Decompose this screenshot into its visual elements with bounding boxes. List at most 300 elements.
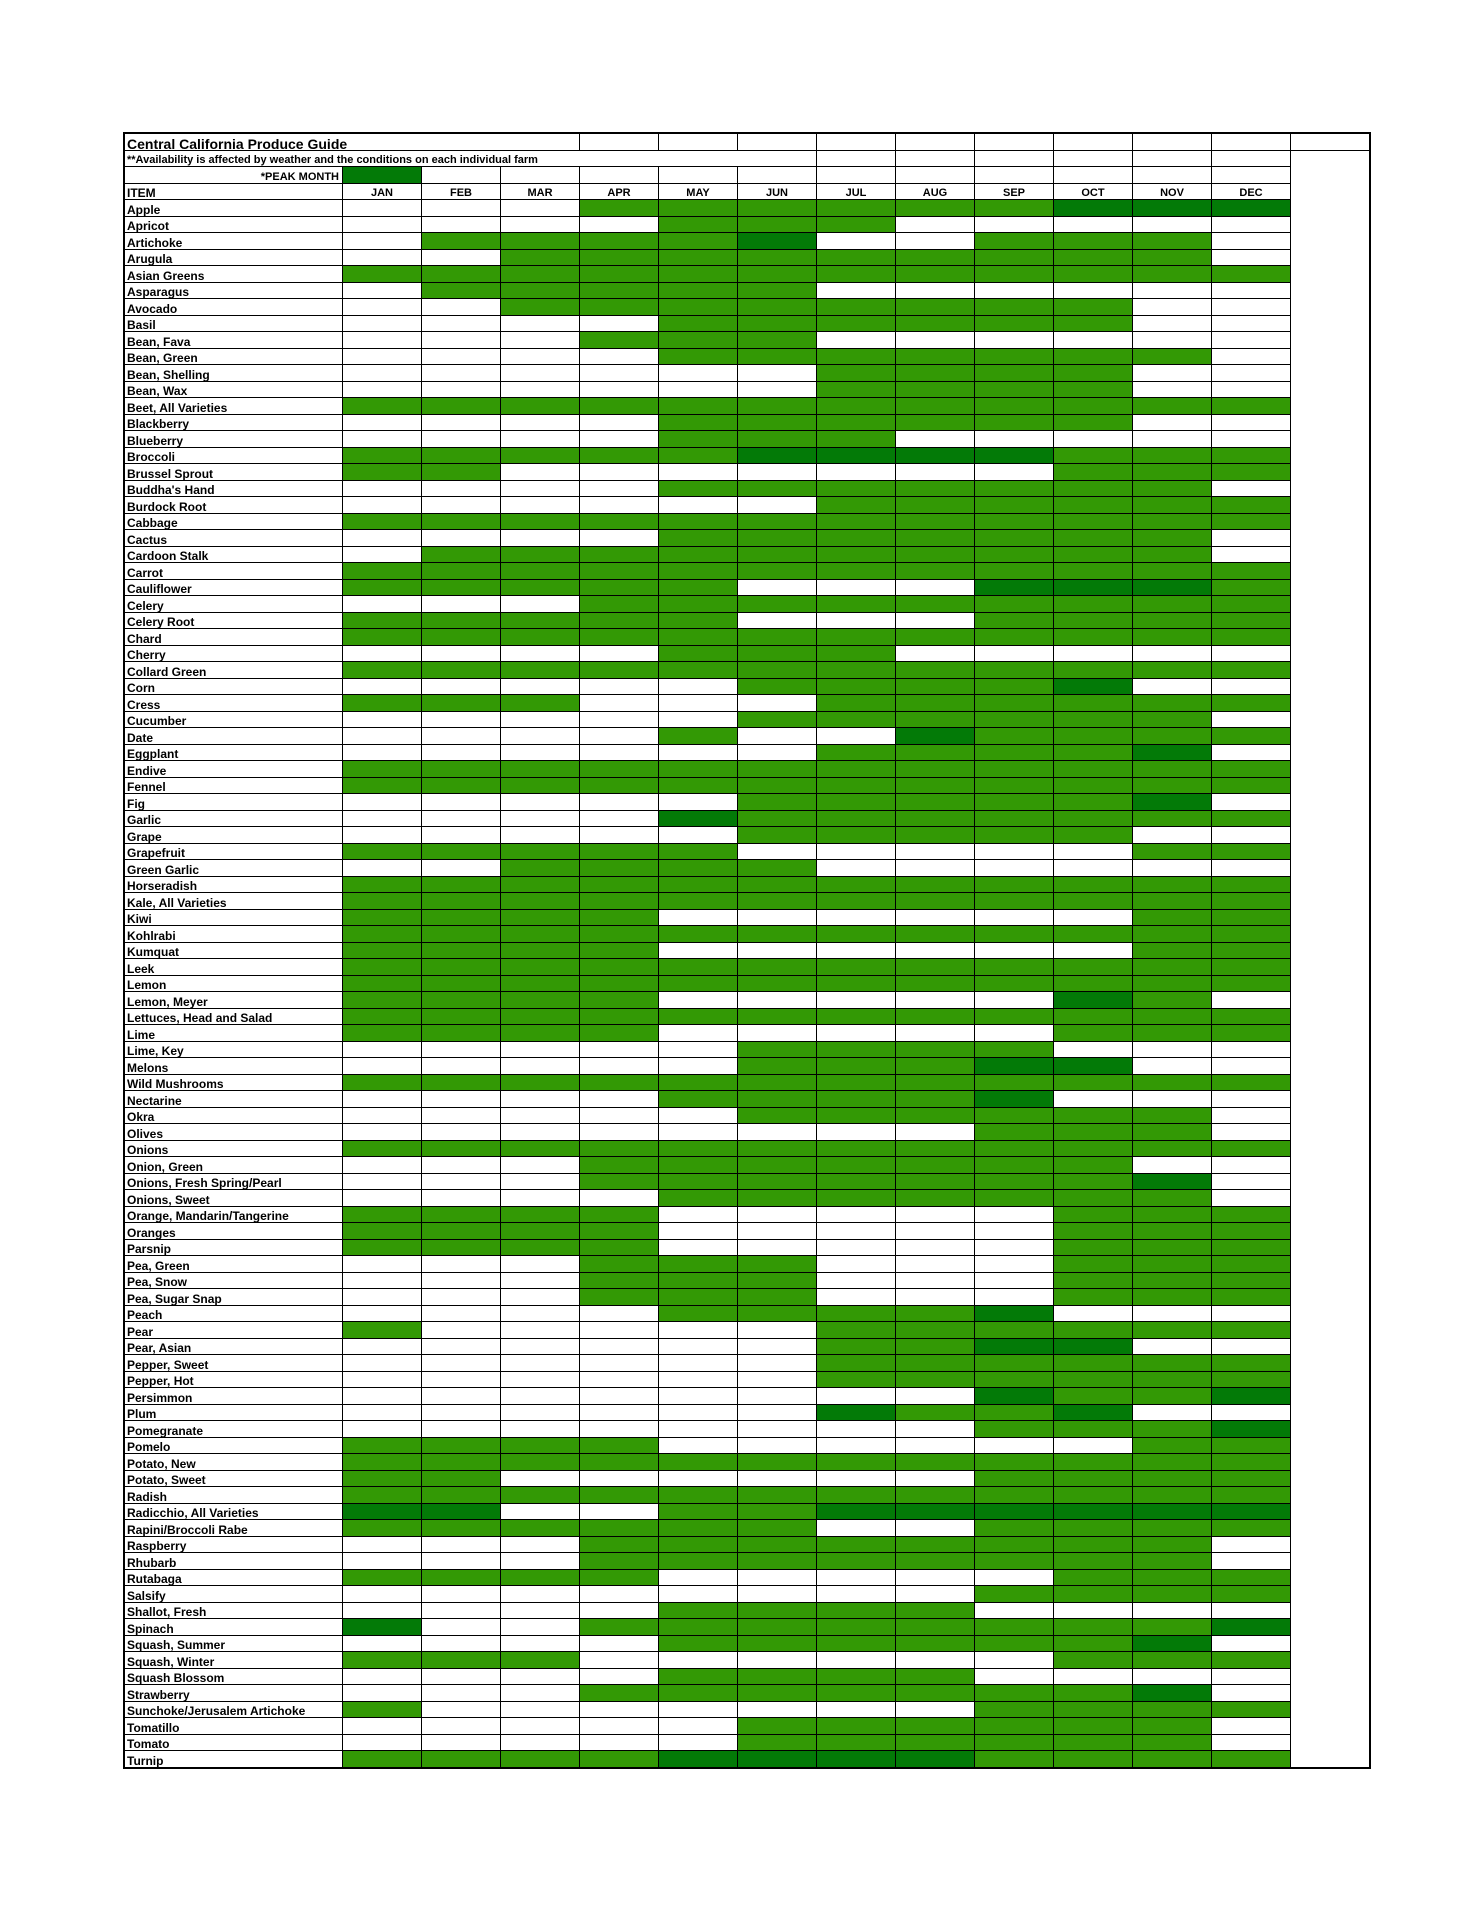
availability-cell-jul xyxy=(817,1124,896,1141)
availability-cell-apr xyxy=(580,447,659,464)
availability-cell-oct xyxy=(1054,1124,1133,1141)
availability-cell-apr xyxy=(580,1305,659,1322)
availability-cell-mar xyxy=(501,200,580,217)
legend-spacer xyxy=(580,167,659,184)
availability-cell-jan xyxy=(343,1355,422,1372)
produce-item-name: Pea, Snow xyxy=(124,1272,343,1289)
produce-row xyxy=(124,612,1370,629)
availability-cell-oct xyxy=(1054,1041,1133,1058)
produce-row xyxy=(124,1272,1370,1289)
produce-row xyxy=(124,497,1370,514)
availability-cell-may xyxy=(659,1437,738,1454)
produce-item-name: Pepper, Sweet xyxy=(124,1355,343,1372)
availability-cell-apr xyxy=(580,266,659,283)
availability-cell-oct xyxy=(1054,1388,1133,1405)
availability-cell-nov xyxy=(1133,794,1212,811)
availability-cell-jan xyxy=(343,579,422,596)
availability-cell-dec xyxy=(1212,1371,1291,1388)
availability-cell-feb xyxy=(422,744,501,761)
title-spacer xyxy=(1291,133,1371,150)
availability-cell-jan xyxy=(343,1619,422,1636)
availability-cell-jul xyxy=(817,365,896,382)
produce-item-name: Bean, Green xyxy=(124,348,343,365)
availability-cell-may xyxy=(659,365,738,382)
produce-item-name: Spinach xyxy=(124,1619,343,1636)
availability-cell-sep xyxy=(975,645,1054,662)
availability-cell-sep xyxy=(975,447,1054,464)
availability-cell-jun xyxy=(738,1685,817,1702)
title-spacer xyxy=(1133,133,1212,150)
availability-cell-may xyxy=(659,1008,738,1025)
produce-item-name: Beet, All Varieties xyxy=(124,398,343,415)
title-spacer xyxy=(580,133,659,150)
availability-cell-nov xyxy=(1133,1619,1212,1636)
availability-cell-feb xyxy=(422,365,501,382)
availability-cell-jul xyxy=(817,1157,896,1174)
produce-row xyxy=(124,1503,1370,1520)
availability-cell-jul xyxy=(817,1107,896,1124)
availability-cell-jun xyxy=(738,513,817,530)
availability-cell-sep xyxy=(975,1536,1054,1553)
availability-cell-feb xyxy=(422,233,501,250)
availability-cell-oct xyxy=(1054,942,1133,959)
availability-cell-sep xyxy=(975,1421,1054,1438)
availability-cell-mar xyxy=(501,1107,580,1124)
availability-cell-oct xyxy=(1054,1734,1133,1751)
availability-cell-aug xyxy=(896,431,975,448)
availability-cell-mar xyxy=(501,1041,580,1058)
availability-cell-oct xyxy=(1054,200,1133,217)
produce-row xyxy=(124,1569,1370,1586)
peak-month-swatch xyxy=(343,167,422,184)
availability-cell-aug xyxy=(896,711,975,728)
produce-item-name: Melons xyxy=(124,1058,343,1075)
produce-item-name: Avocado xyxy=(124,299,343,316)
availability-cell-dec xyxy=(1212,1272,1291,1289)
availability-cell-jul xyxy=(817,1223,896,1240)
availability-cell-apr xyxy=(580,348,659,365)
availability-cell-jul xyxy=(817,381,896,398)
title-spacer xyxy=(817,133,896,150)
availability-cell-feb xyxy=(422,612,501,629)
availability-cell-oct xyxy=(1054,1173,1133,1190)
availability-cell-nov xyxy=(1133,1124,1212,1141)
month-header-apr: APR xyxy=(580,183,659,200)
note-spacer xyxy=(817,150,896,167)
availability-cell-aug xyxy=(896,1091,975,1108)
availability-cell-jan xyxy=(343,414,422,431)
availability-cell-aug xyxy=(896,1668,975,1685)
availability-cell-jan xyxy=(343,315,422,332)
produce-item-name: Cauliflower xyxy=(124,579,343,596)
availability-cell-nov xyxy=(1133,1668,1212,1685)
availability-cell-feb xyxy=(422,1470,501,1487)
produce-row xyxy=(124,909,1370,926)
availability-cell-jul xyxy=(817,266,896,283)
availability-cell-jun xyxy=(738,860,817,877)
availability-cell-jan xyxy=(343,464,422,481)
availability-cell-aug xyxy=(896,348,975,365)
availability-cell-jun xyxy=(738,711,817,728)
availability-cell-jul xyxy=(817,1734,896,1751)
availability-cell-may xyxy=(659,1421,738,1438)
availability-cell-sep xyxy=(975,332,1054,349)
availability-cell-sep xyxy=(975,1338,1054,1355)
availability-cell-feb xyxy=(422,200,501,217)
availability-cell-jun xyxy=(738,645,817,662)
availability-cell-apr xyxy=(580,1107,659,1124)
availability-cell-jul xyxy=(817,414,896,431)
availability-cell-aug xyxy=(896,777,975,794)
availability-cell-aug xyxy=(896,1437,975,1454)
availability-cell-sep xyxy=(975,464,1054,481)
availability-cell-sep xyxy=(975,1635,1054,1652)
availability-cell-mar xyxy=(501,662,580,679)
availability-cell-sep xyxy=(975,1058,1054,1075)
availability-cell-nov xyxy=(1133,662,1212,679)
availability-cell-jan xyxy=(343,1058,422,1075)
availability-cell-aug xyxy=(896,1256,975,1273)
availability-cell-feb xyxy=(422,464,501,481)
availability-cell-sep xyxy=(975,1371,1054,1388)
produce-item-name: Turnip xyxy=(124,1751,343,1768)
availability-cell-jun xyxy=(738,761,817,778)
availability-cell-oct xyxy=(1054,860,1133,877)
month-header-jul: JUL xyxy=(817,183,896,200)
produce-item-name: Lemon xyxy=(124,975,343,992)
availability-cell-jul xyxy=(817,876,896,893)
produce-row xyxy=(124,563,1370,580)
availability-cell-jun xyxy=(738,843,817,860)
availability-cell-jun xyxy=(738,629,817,646)
availability-cell-feb xyxy=(422,975,501,992)
availability-cell-feb xyxy=(422,1223,501,1240)
availability-cell-may xyxy=(659,1289,738,1306)
availability-cell-jun xyxy=(738,1107,817,1124)
availability-cell-mar xyxy=(501,827,580,844)
availability-cell-dec xyxy=(1212,1140,1291,1157)
availability-cell-aug xyxy=(896,1371,975,1388)
produce-row xyxy=(124,926,1370,943)
availability-cell-nov xyxy=(1133,497,1212,514)
availability-cell-oct xyxy=(1054,1668,1133,1685)
availability-cell-nov xyxy=(1133,596,1212,613)
availability-cell-aug xyxy=(896,1701,975,1718)
availability-cell-may xyxy=(659,530,738,547)
availability-cell-may xyxy=(659,1355,738,1372)
availability-cell-jun xyxy=(738,959,817,976)
availability-cell-sep xyxy=(975,1190,1054,1207)
availability-cell-jul xyxy=(817,909,896,926)
availability-cell-may xyxy=(659,1371,738,1388)
availability-cell-feb xyxy=(422,876,501,893)
title-spacer xyxy=(975,133,1054,150)
availability-cell-mar xyxy=(501,381,580,398)
availability-cell-jul xyxy=(817,612,896,629)
availability-cell-may xyxy=(659,348,738,365)
availability-cell-apr xyxy=(580,992,659,1009)
availability-cell-may xyxy=(659,1173,738,1190)
availability-cell-nov xyxy=(1133,480,1212,497)
availability-cell-apr xyxy=(580,497,659,514)
produce-item-name: Cabbage xyxy=(124,513,343,530)
availability-cell-may xyxy=(659,579,738,596)
availability-cell-apr xyxy=(580,414,659,431)
month-header-dec: DEC xyxy=(1212,183,1291,200)
availability-cell-sep xyxy=(975,860,1054,877)
availability-cell-oct xyxy=(1054,959,1133,976)
availability-cell-mar xyxy=(501,975,580,992)
availability-cell-nov xyxy=(1133,249,1212,266)
availability-cell-dec xyxy=(1212,728,1291,745)
produce-item-name: Green Garlic xyxy=(124,860,343,877)
availability-cell-nov xyxy=(1133,843,1212,860)
produce-row xyxy=(124,1091,1370,1108)
produce-row xyxy=(124,1668,1370,1685)
availability-cell-jul xyxy=(817,1619,896,1636)
produce-row xyxy=(124,1371,1370,1388)
availability-cell-sep xyxy=(975,1091,1054,1108)
produce-item-name: Pea, Green xyxy=(124,1256,343,1273)
availability-cell-dec xyxy=(1212,596,1291,613)
availability-cell-oct xyxy=(1054,810,1133,827)
availability-cell-jul xyxy=(817,1190,896,1207)
availability-cell-may xyxy=(659,1058,738,1075)
month-header-mar: MAR xyxy=(501,183,580,200)
produce-row xyxy=(124,959,1370,976)
availability-cell-feb xyxy=(422,1206,501,1223)
produce-row xyxy=(124,1619,1370,1636)
availability-cell-feb xyxy=(422,530,501,547)
availability-cell-dec xyxy=(1212,216,1291,233)
availability-cell-mar xyxy=(501,1454,580,1471)
availability-cell-jun xyxy=(738,1569,817,1586)
availability-cell-may xyxy=(659,1091,738,1108)
availability-cell-jan xyxy=(343,1553,422,1570)
availability-cell-sep xyxy=(975,1074,1054,1091)
availability-cell-aug xyxy=(896,1685,975,1702)
availability-cell-nov xyxy=(1133,447,1212,464)
availability-cell-sep xyxy=(975,513,1054,530)
availability-cell-jul xyxy=(817,348,896,365)
availability-cell-may xyxy=(659,1190,738,1207)
availability-cell-sep xyxy=(975,1107,1054,1124)
availability-cell-mar xyxy=(501,365,580,382)
availability-cell-apr xyxy=(580,1140,659,1157)
availability-cell-feb xyxy=(422,332,501,349)
availability-cell-apr xyxy=(580,1701,659,1718)
availability-cell-mar xyxy=(501,860,580,877)
availability-cell-dec xyxy=(1212,431,1291,448)
availability-cell-feb xyxy=(422,266,501,283)
availability-cell-mar xyxy=(501,299,580,316)
availability-cell-jun xyxy=(738,1668,817,1685)
availability-cell-jun xyxy=(738,398,817,415)
availability-cell-dec xyxy=(1212,1635,1291,1652)
availability-cell-oct xyxy=(1054,266,1133,283)
availability-cell-jan xyxy=(343,1074,422,1091)
produce-row xyxy=(124,1635,1370,1652)
produce-row xyxy=(124,1239,1370,1256)
availability-cell-feb xyxy=(422,1718,501,1735)
produce-row xyxy=(124,579,1370,596)
availability-cell-may xyxy=(659,1718,738,1735)
availability-cell-dec xyxy=(1212,1569,1291,1586)
availability-cell-feb xyxy=(422,1503,501,1520)
availability-cell-dec xyxy=(1212,711,1291,728)
availability-cell-jan xyxy=(343,810,422,827)
availability-cell-dec xyxy=(1212,266,1291,283)
availability-cell-oct xyxy=(1054,1074,1133,1091)
availability-cell-may xyxy=(659,1536,738,1553)
availability-cell-apr xyxy=(580,1190,659,1207)
produce-row xyxy=(124,1157,1370,1174)
availability-cell-aug xyxy=(896,365,975,382)
availability-cell-aug xyxy=(896,1503,975,1520)
availability-cell-mar xyxy=(501,1602,580,1619)
availability-cell-may xyxy=(659,843,738,860)
availability-cell-may xyxy=(659,942,738,959)
availability-cell-jan xyxy=(343,1041,422,1058)
availability-cell-sep xyxy=(975,942,1054,959)
availability-cell-nov xyxy=(1133,777,1212,794)
availability-cell-jul xyxy=(817,299,896,316)
produce-item-name: Corn xyxy=(124,678,343,695)
availability-cell-mar xyxy=(501,1272,580,1289)
availability-cell-sep xyxy=(975,876,1054,893)
produce-item-name: Kohlrabi xyxy=(124,926,343,943)
availability-cell-may xyxy=(659,876,738,893)
produce-item-name: Onions, Sweet xyxy=(124,1190,343,1207)
availability-cell-oct xyxy=(1054,909,1133,926)
produce-item-name: Oranges xyxy=(124,1223,343,1240)
availability-cell-oct xyxy=(1054,744,1133,761)
produce-row xyxy=(124,315,1370,332)
availability-cell-oct xyxy=(1054,365,1133,382)
availability-cell-may xyxy=(659,860,738,877)
availability-cell-aug xyxy=(896,1322,975,1339)
availability-cell-apr xyxy=(580,1437,659,1454)
availability-cell-aug xyxy=(896,942,975,959)
availability-cell-jul xyxy=(817,1371,896,1388)
availability-cell-mar xyxy=(501,431,580,448)
availability-cell-jun xyxy=(738,1652,817,1669)
availability-cell-jan xyxy=(343,1272,422,1289)
availability-cell-may xyxy=(659,1751,738,1768)
availability-cell-feb xyxy=(422,563,501,580)
availability-cell-aug xyxy=(896,1718,975,1735)
availability-cell-apr xyxy=(580,1668,659,1685)
availability-cell-nov xyxy=(1133,1239,1212,1256)
produce-item-name: Collard Green xyxy=(124,662,343,679)
availability-cell-mar xyxy=(501,1503,580,1520)
availability-cell-sep xyxy=(975,959,1054,976)
produce-item-name: Pomelo xyxy=(124,1437,343,1454)
title-spacer xyxy=(659,133,738,150)
availability-cell-sep xyxy=(975,1668,1054,1685)
availability-cell-feb xyxy=(422,1619,501,1636)
availability-cell-feb xyxy=(422,381,501,398)
availability-cell-jul xyxy=(817,1569,896,1586)
availability-cell-nov xyxy=(1133,1322,1212,1339)
availability-cell-may xyxy=(659,695,738,712)
availability-cell-mar xyxy=(501,1206,580,1223)
availability-cell-feb xyxy=(422,1454,501,1471)
availability-cell-may xyxy=(659,1635,738,1652)
availability-cell-mar xyxy=(501,761,580,778)
note-spacer xyxy=(1054,150,1133,167)
availability-cell-dec xyxy=(1212,1157,1291,1174)
availability-cell-sep xyxy=(975,1041,1054,1058)
produce-item-name: Rutabaga xyxy=(124,1569,343,1586)
availability-cell-sep xyxy=(975,1289,1054,1306)
availability-cell-dec xyxy=(1212,909,1291,926)
availability-cell-nov xyxy=(1133,876,1212,893)
availability-cell-feb xyxy=(422,1487,501,1504)
availability-cell-may xyxy=(659,282,738,299)
availability-cell-may xyxy=(659,1305,738,1322)
availability-cell-apr xyxy=(580,1289,659,1306)
availability-cell-jan xyxy=(343,1470,422,1487)
availability-cell-mar xyxy=(501,249,580,266)
availability-cell-aug xyxy=(896,909,975,926)
produce-row xyxy=(124,249,1370,266)
availability-cell-apr xyxy=(580,1173,659,1190)
availability-cell-sep xyxy=(975,1569,1054,1586)
peak-month-label: *PEAK MONTH xyxy=(124,167,343,184)
availability-cell-apr xyxy=(580,1041,659,1058)
availability-cell-oct xyxy=(1054,431,1133,448)
availability-cell-sep xyxy=(975,1751,1054,1768)
availability-cell-apr xyxy=(580,332,659,349)
availability-cell-feb xyxy=(422,447,501,464)
availability-cell-dec xyxy=(1212,1503,1291,1520)
availability-cell-nov xyxy=(1133,1586,1212,1603)
availability-cell-jul xyxy=(817,1239,896,1256)
availability-cell-aug xyxy=(896,1635,975,1652)
produce-item-name: Okra xyxy=(124,1107,343,1124)
availability-cell-sep xyxy=(975,1157,1054,1174)
availability-cell-aug xyxy=(896,1734,975,1751)
availability-cell-oct xyxy=(1054,1355,1133,1372)
produce-row xyxy=(124,596,1370,613)
availability-cell-nov xyxy=(1133,398,1212,415)
availability-cell-feb xyxy=(422,992,501,1009)
availability-cell-apr xyxy=(580,678,659,695)
availability-cell-feb xyxy=(422,1157,501,1174)
availability-cell-jul xyxy=(817,1338,896,1355)
availability-cell-jan xyxy=(343,216,422,233)
availability-cell-apr xyxy=(580,1718,659,1735)
availability-cell-mar xyxy=(501,1173,580,1190)
availability-cell-apr xyxy=(580,909,659,926)
availability-cell-jan xyxy=(343,1685,422,1702)
availability-cell-aug xyxy=(896,1223,975,1240)
availability-cell-nov xyxy=(1133,1173,1212,1190)
availability-cell-nov xyxy=(1133,1685,1212,1702)
availability-cell-jul xyxy=(817,1305,896,1322)
availability-cell-mar xyxy=(501,1553,580,1570)
produce-item-name: Leek xyxy=(124,959,343,976)
availability-cell-dec xyxy=(1212,1206,1291,1223)
availability-cell-jun xyxy=(738,942,817,959)
availability-cell-aug xyxy=(896,546,975,563)
availability-cell-apr xyxy=(580,612,659,629)
availability-cell-jun xyxy=(738,497,817,514)
availability-cell-nov xyxy=(1133,1338,1212,1355)
availability-cell-jan xyxy=(343,1404,422,1421)
availability-cell-jun xyxy=(738,315,817,332)
